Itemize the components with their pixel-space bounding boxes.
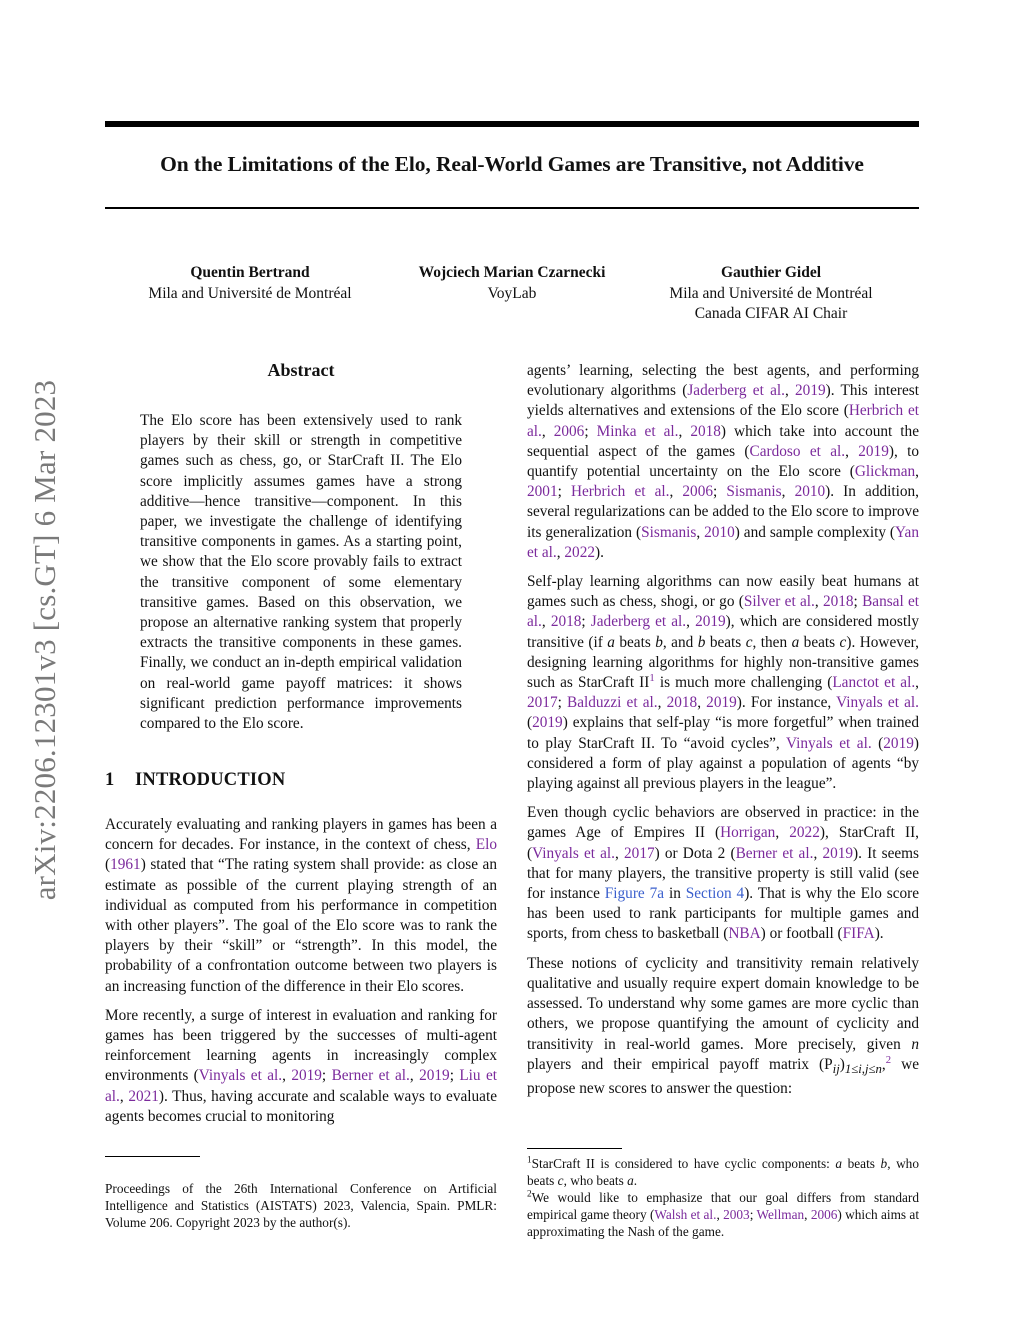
text-run: Self-play learning algorithms can now easily beat humans at games such as chess, shogi, or go ( — [527, 573, 919, 611]
citation-link[interactable]: 2010 — [794, 483, 826, 501]
abstract-text — [140, 411, 462, 734]
text-run: ) stated that “The rating system shall provide: as close an estimate as possible of the current playing strength of an individual as computed from his performance in competition with other players”. The goal of the Elo score was to rank the players by their “skill” or “strength”. In this model, the probability of a confrontation outcome between two players is an increasing function of the difference in their Elo scores. — [105, 856, 497, 995]
text-run: c — [839, 633, 847, 651]
citation-link[interactable]: Herbrich et al. — [527, 402, 919, 440]
author-affiliation: Mila and Université de Montréal — [669, 284, 873, 302]
text-run: a — [607, 633, 615, 651]
citation-link[interactable]: 2019 — [795, 382, 826, 400]
text-run: , — [556, 543, 565, 561]
text-run: n — [911, 1035, 919, 1053]
citation-link[interactable]: 2018 — [550, 613, 582, 631]
text-run: , — [881, 1055, 886, 1073]
text-run: StarCraft II is considered to have cyclic components: — [531, 1156, 836, 1171]
text-run: ( — [105, 856, 111, 874]
text-run: ; — [557, 483, 571, 501]
text-run: ; — [584, 422, 597, 440]
abstract-heading: Abstract — [267, 360, 335, 380]
author-affiliation: Mila and Université de Montréal — [148, 284, 352, 302]
citation-link[interactable]: Liu et al. — [105, 1067, 497, 1105]
text-run: agents’ learning, selecting the best agents, and performing evolutionary algorithms ( — [527, 362, 919, 400]
citation-link[interactable]: 2006 — [553, 422, 585, 440]
text-run: ). Thus, having accurate and scalable ways to evaluate agents becomes crucial to monitoring — [105, 1087, 497, 1125]
text-run: a — [835, 1156, 843, 1171]
text-run: ). This interest yields alternatives and extensions of the Elo score ( — [527, 382, 919, 420]
citation-link[interactable]: Glickman — [854, 463, 916, 481]
text-run: , — [804, 1207, 811, 1222]
proceedings-text: Proceedings of the 26th International Conference on Artificial Intelligence and Statistics (AISTATS) 2023, Valencia, Spain. PMLR: Volume 206. Copyright 2023 by the author(s). — [105, 1181, 497, 1230]
text-run: ) considered a form of play against a population of agents “by playing against all previous players in the league”. — [527, 734, 919, 793]
text-run: ; — [557, 694, 568, 712]
citation-link[interactable]: 2019 — [822, 844, 854, 862]
author-affiliation: Canada CIFAR AI Chair — [694, 305, 848, 322]
citation-link[interactable]: 2021 — [128, 1087, 159, 1105]
text-run: we propose new scores to answer the question: — [527, 1055, 919, 1097]
text-run: c — [557, 1173, 564, 1188]
text-run: , — [813, 844, 823, 862]
text-run: ) explains that self-play “is more forgetful” when trained to play StarCraft II. To “avoid cycles”, — [527, 714, 919, 752]
text-run: , — [915, 674, 919, 692]
paper-title: On the Limitations of the Elo, Real-World Games are Transitive, not Additive — [160, 152, 864, 176]
paragraph — [105, 1006, 497, 1127]
citation-link[interactable]: 2 — [885, 1053, 892, 1066]
text-run: , — [409, 1067, 420, 1085]
citation-link[interactable]: 2017 — [527, 694, 558, 712]
citation-link[interactable]: Vinyals et al. — [532, 844, 616, 862]
citation-link[interactable]: Horrigan — [720, 824, 776, 842]
author-block — [120, 263, 380, 304]
paragraph — [527, 803, 919, 944]
text-run: beats — [842, 1156, 881, 1171]
footnote — [527, 1155, 919, 1189]
text-run: 1 — [527, 1155, 532, 1166]
citation-link[interactable]: 2018 — [822, 593, 854, 611]
text-run: ) and sample complexity ( — [734, 523, 896, 541]
citation-link[interactable]: Lanctot et al. — [832, 674, 916, 692]
text-run: is much more challenging ( — [654, 674, 833, 692]
text-run: ) which aims at approximating the Nash of the game. — [527, 1207, 920, 1239]
text-run: , — [669, 483, 683, 501]
citation-link[interactable]: 2019 — [883, 734, 914, 752]
paragraph — [527, 572, 919, 794]
citation-link[interactable]: Herbrich et al. — [570, 483, 670, 501]
citation-link[interactable]: Vinyals et al. — [836, 694, 919, 712]
citation-link[interactable]: Wellman — [756, 1207, 805, 1222]
citation-link[interactable]: Cardoso et al. — [749, 442, 846, 460]
text-run: ), StarCraft II, ( — [527, 824, 919, 862]
text-run: ). For instance, — [736, 694, 837, 712]
author-name: Quentin Bertrand — [190, 264, 310, 281]
text-run: Accurately evaluating and ranking players in games has been a concern for decades. For instance, in the context of chess, — [105, 816, 497, 854]
citation-link[interactable]: 2018 — [666, 694, 698, 712]
section-number: 1 — [105, 770, 115, 790]
citation-link[interactable]: 2019 — [419, 1067, 450, 1085]
text-run: beats — [614, 633, 656, 651]
citation-link[interactable]: Jaderberg et al. — [687, 382, 785, 400]
citation-link[interactable]: 2006 — [682, 483, 713, 501]
citation-link[interactable]: 2006 — [810, 1207, 838, 1222]
text-run: beats — [799, 633, 840, 651]
author-name: Wojciech Marian Czarnecki — [418, 264, 606, 281]
text-run: , — [686, 613, 696, 631]
text-run: , — [282, 1067, 292, 1085]
text-run: , — [697, 694, 707, 712]
text-run: Even though cyclic behaviors are observed in practice: in the games Age of Empires II ( — [527, 804, 919, 842]
text-run: a — [627, 1173, 634, 1188]
cross-reference-link[interactable]: Figure 7a — [604, 885, 665, 903]
text-run: , — [541, 422, 554, 440]
text-run: ) — [839, 1055, 845, 1073]
text-run: ; — [853, 593, 863, 611]
citation-link[interactable]: Jaderberg et al. — [590, 613, 687, 631]
text-run: ( — [871, 734, 884, 752]
citation-link[interactable]: 2019 — [695, 613, 726, 631]
author-affiliation: VoyLab — [487, 284, 537, 302]
text-run: , and — [662, 633, 698, 651]
text-run: ; — [449, 1067, 460, 1085]
title-rule-top — [105, 121, 919, 127]
text-run: , — [696, 523, 705, 541]
cross-reference-link[interactable]: Section 4 — [685, 885, 745, 903]
text-run: ) or Dota 2 ( — [654, 844, 736, 862]
text-run: ; — [713, 483, 727, 501]
text-run: , — [119, 1087, 129, 1105]
citation-link[interactable]: Berner et al. — [331, 1067, 410, 1085]
text-run: ) which take into account the sequential aspect of the games ( — [527, 422, 919, 460]
text-run: ). However, designing learning algorithms for highly non-transitive games such as StarCraft II — [527, 633, 919, 692]
text-run: ( — [527, 714, 533, 732]
section-heading — [105, 770, 285, 791]
citation-link[interactable]: Bansal et al. — [527, 593, 920, 631]
footnote-rule — [105, 1156, 200, 1157]
citation-link[interactable]: 2018 — [690, 422, 721, 440]
arxiv-identifier: arXiv:2206.12301v3 [cs.GT] 6 Mar 2023 — [27, 379, 62, 901]
text-run: More recently, a surge of interest in evaluation and ranking for games has been triggered by the successes of multi-agent reinforcement learning agents in increasingly complex environments ( — [105, 1006, 497, 1085]
author-block — [640, 263, 902, 325]
citation-link[interactable]: Walsh et al. — [654, 1207, 717, 1222]
abstract-paragraph: The Elo score has been extensively used to rank players by their skill or strength in competitive games such as chess, go, or StarCraft II. The Elo score implicitly assumes games have a strong additive—hence transitive—component. In this paper, we investigate the challenge of identifying transitive components in games. As a starting point, we show that the Elo score provably fails to extract the transitive component of some elementary transitive games. Based on this observation, we propose an alternative ranking system that properly extracts the transitive components in these games. Finally, we conduct an in-depth empirical validation on real-world game payoff matrices: it shows significant prediction performance improvements compared to the Elo score. — [140, 412, 462, 733]
text-run: ij — [832, 1061, 840, 1076]
proceedings-note — [105, 1180, 497, 1231]
citation-link[interactable]: 2019 — [532, 714, 563, 732]
text-run: 2 — [527, 1189, 532, 1200]
text-run: in — [664, 885, 686, 903]
text-run: These notions of cyclicity and transitivity remain relatively qualitative and usually require expert domain knowledge to be assessed. To understand why some games are more cyclic than others, we propose quantifying the amount of cyclicity and transitivity in real-world games. More precisely, given — [527, 954, 919, 1053]
text-run: , — [657, 694, 667, 712]
footnote — [527, 1189, 919, 1240]
citation-link[interactable]: 2022 — [789, 824, 820, 842]
author-name: Gauthier Gidel — [720, 264, 822, 281]
text-run: , — [678, 422, 691, 440]
citation-link[interactable]: 1961 — [110, 856, 141, 874]
text-run: , — [615, 844, 625, 862]
text-run: ), which are considered mostly transitive (if — [527, 613, 920, 651]
text-run: ; — [321, 1067, 332, 1085]
footnote-rule — [527, 1148, 622, 1149]
text-run: , — [845, 442, 859, 460]
section-title: INTRODUCTION — [135, 770, 286, 790]
text-run: players and their empirical payoff matrix (P — [527, 1055, 833, 1073]
text-run: b — [655, 633, 663, 651]
citation-link[interactable]: 2022 — [564, 543, 595, 561]
text-run: , — [814, 593, 823, 611]
text-run: ; — [749, 1207, 757, 1222]
text-run: a — [791, 633, 800, 651]
citation-link[interactable]: Sismanis — [726, 483, 782, 501]
text-run: 1≤i,j≤n — [844, 1061, 882, 1076]
citation-link[interactable]: NBA — [728, 925, 761, 943]
text-run: b — [697, 633, 706, 651]
citation-link[interactable]: Sismanis — [641, 523, 697, 541]
text-run: c — [745, 633, 753, 651]
paragraph — [105, 815, 497, 997]
citation-link[interactable]: Minka et al. — [596, 422, 679, 440]
text-run: ; — [581, 613, 591, 631]
text-run: , then — [752, 633, 792, 651]
text-run: , — [784, 382, 796, 400]
citation-link[interactable]: Vinyals et al. — [198, 1067, 283, 1085]
paragraph — [527, 954, 919, 1099]
title-rule-bottom — [105, 207, 919, 209]
citation-link[interactable]: 2001 — [527, 483, 558, 501]
text-run: , who beats — [527, 1156, 919, 1188]
left-column-body — [105, 815, 497, 1127]
text-run: ). — [874, 925, 884, 943]
citation-link[interactable]: Vinyals et al. — [786, 734, 872, 752]
text-run: beats — [705, 633, 746, 651]
citation-link[interactable]: FIFA — [842, 925, 875, 943]
text-run: ). That is why the Elo score has been used to rank participants for multiple games and sports, from chess to basketball ( — [527, 885, 920, 943]
text-run: ) or football ( — [760, 925, 843, 943]
citation-link[interactable]: 2019 — [291, 1067, 322, 1085]
citation-link[interactable]: Silver et al. — [743, 593, 815, 611]
text-run: We would like to emphasize that our goal differs from standard empirical game theory ( — [527, 1190, 919, 1222]
citation-link[interactable]: Yan et al. — [527, 523, 919, 561]
citation-link[interactable]: Elo — [475, 836, 497, 854]
citation-link[interactable]: Balduzzi et al. — [567, 694, 658, 712]
citation-link[interactable]: 2010 — [704, 523, 735, 541]
citation-link[interactable]: Berner et al. — [735, 844, 814, 862]
text-run: . — [633, 1173, 638, 1188]
text-run: , — [781, 483, 795, 501]
text-run: ). — [594, 543, 604, 561]
text-run: b — [880, 1156, 888, 1171]
paragraph — [527, 361, 919, 563]
text-run: ). In addition, several regularizations can be added to the Elo score to improve its generalization ( — [527, 483, 919, 541]
right-column-body — [527, 361, 919, 1099]
text-run: , — [716, 1207, 724, 1222]
text-run: ). It seems that for many players, the transitive property is still valid (see for instance — [527, 844, 920, 903]
footnotes — [527, 1155, 919, 1240]
text-run: , — [541, 613, 551, 631]
citation-link[interactable]: 2019 — [706, 694, 737, 712]
text-run: , — [775, 824, 790, 842]
citation-link[interactable]: 2003 — [723, 1207, 750, 1222]
citation-link[interactable]: 1 — [649, 671, 655, 684]
citation-link[interactable]: 2017 — [624, 844, 655, 862]
text-run: , — [915, 463, 919, 481]
citation-link[interactable]: 2019 — [858, 442, 889, 460]
author-block — [382, 263, 642, 304]
text-run: , who beats — [563, 1173, 628, 1188]
text-run: ), to quantify potential uncertainty on the Elo score ( — [527, 442, 919, 481]
